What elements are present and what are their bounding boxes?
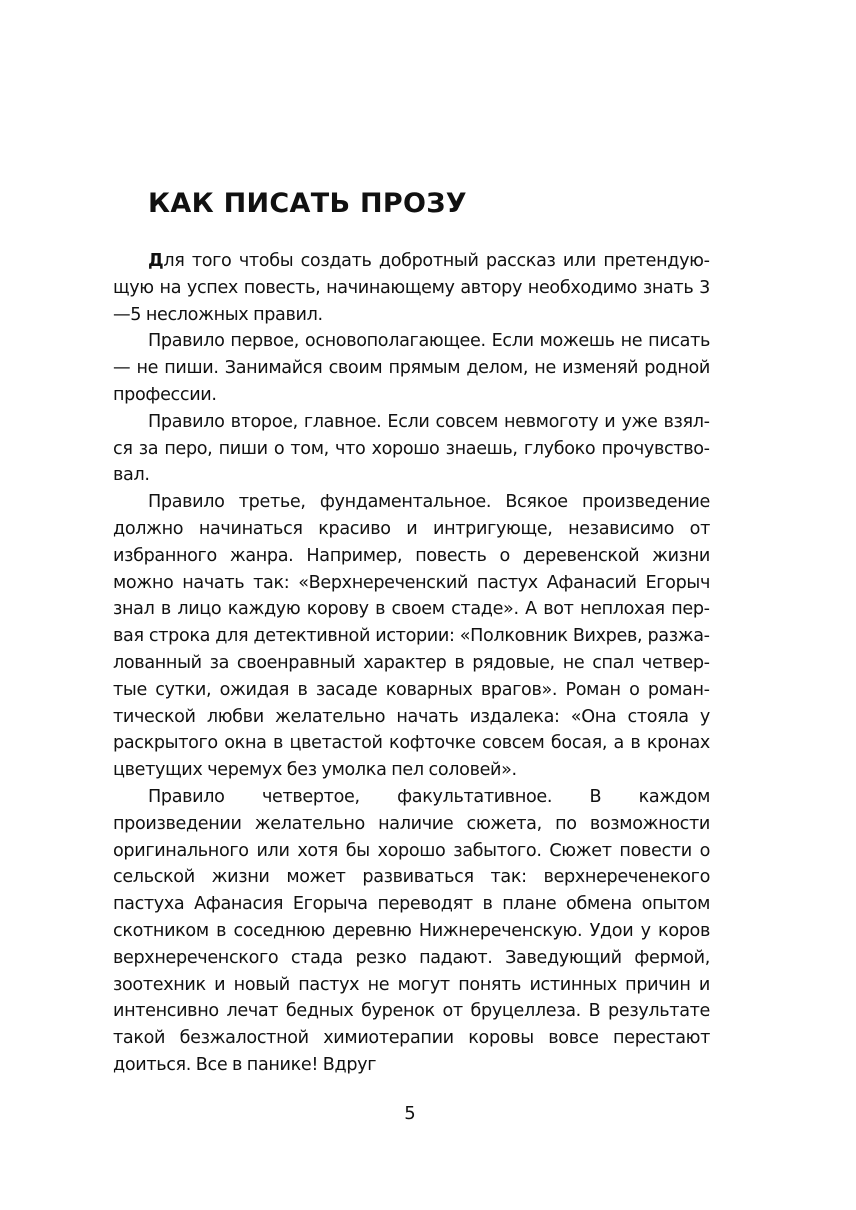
paragraph-rule-three: Правило третье, фундаментальное. Всякое произведение должно начинаться красиво и интригующе, независимо от избранного жанра. Например, повесть о деревенской жизни можно начать так: «Верхнереченский пастух Афанасий Егорыч знал в лицо каждую корову в своем стаде». А вот неплохая первая строка для детективной истории: «Полковник Вихрев, разжалованный за своенравный характер в рядовые, не спал четвертые сутки, ожидая в засаде коварных врагов». Роман о романтической любви желательно начать издалека: «Она стояла у раскрытого окна в цветастой кофточке совсем босая, а в кронах цветущих черемух без умолка пел соловей». bbox=[113, 492, 710, 781]
page-number: 5 bbox=[404, 1103, 416, 1124]
chapter-title: КАК ПИСАТЬ ПРОЗУ bbox=[148, 188, 467, 219]
paragraph-rule-two: Правило второе, главное. Если совсем невмоготу и уже взялся за перо, пиши о том, что хорошо знаешь, глубоко прочувствовал. bbox=[113, 411, 710, 486]
body-text bbox=[113, 248, 710, 1079]
initial-letter: Д bbox=[148, 251, 164, 271]
paragraph-intro bbox=[113, 248, 710, 328]
paragraph-text: ля того чтобы создать добротный рассказ или претендующую на успех повесть, начинающему автору необходимо знать 3—5 несложных правил. bbox=[113, 251, 710, 325]
paragraph-rule-four: Правило четвертое, факультативное. В каждом произведении желательно наличие сюжета, по возможности оригинального или хотя бы хорошо забытого. Сюжет повести о сельской жизни может развиваться так: верхнереченекого пастуха Афанасия Егорыча переводят в плане обмена опытом скотником в соседнюю деревню Нижнереченскую. Удои у коров верхнереченского стада резко падают. Заведующий фермой, зоотехник и новый пастух не могут понять истинных причин и интенсивно лечат бедных буренок от бруцеллеза. В результате такой безжалостной химиотерапии коровы вовсе перестают доиться. Все в панике! Вдруг bbox=[113, 786, 710, 1075]
paragraph-rule-one: Правило первое, основополагающее. Если можешь не писать — не пиши. Занимайся своим прямым делом, не изменяй родной профессии. bbox=[113, 331, 710, 405]
